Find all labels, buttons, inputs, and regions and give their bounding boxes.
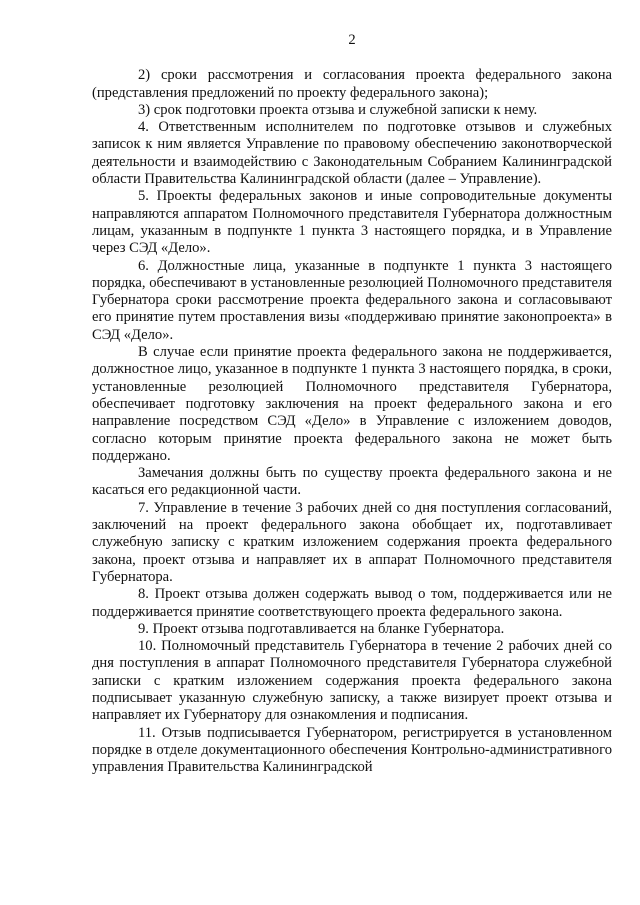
paragraph: 10. Полномочный представитель Губернатора в течение 2 рабочих дней со дня поступления в аппарат Полномочного представителя Губернатора служебной записки с кратким изложением содержания проекта федерального закона подписывает указанную служебную записку, а также визирует проект отзыва и направляет их Губернатору для ознакомления и подписания. — [92, 638, 612, 724]
paragraph: Замечания должны быть по существу проекта федерального закона и не касаться его редакционной части. — [92, 465, 612, 499]
paragraph: 3) срок подготовки проекта отзыва и служебной записки к нему. — [138, 101, 538, 118]
document-page — [92, 32, 612, 776]
paragraph: 7. Управление в течение 3 рабочих дней со дня поступления согласований, заключений на проект федерального закона обобщает их, подготавливает служебную записку с кратким изложением содержания проекта федерального закона, проект отзыва и направляет их в аппарат Полномочного представителя Губернатора. — [92, 499, 612, 585]
page-number: 2 — [348, 32, 356, 48]
paragraph: В случае если принятие проекта федерального закона не поддерживается, должностное лицо, указанное в подпункте 1 пункта 3 настоящего порядка, в сроки, установленные резолюцией Полномочного представителя Губернатора, обеспечивает подготовку заключения на проект федерального закона и его направление посредством СЭД «Дело» в Управление с изложением доводов, согласно которым принятие проекта федерального закона не может быть поддержано. — [92, 344, 612, 464]
paragraph: 4. Ответственным исполнителем по подготовке отзывов и служебных записок к ним является Управление по правовому обеспечению законотворческой деятельности и взаимодействию с Законодательным Собранием Калининградской области Правительства Калининградской области (далее – Управление). — [92, 119, 612, 188]
paragraph: 6. Должностные лица, указанные в подпункте 1 пункта 3 настоящего порядка, обеспечивают в установленные резолюцией Полномочного представителя Губернатора сроки рассмотрение проекта федерального закона и согласовывают его принятие путем проставления визы «поддерживаю принятие законопроекта» в СЭД «Дело». — [92, 257, 612, 343]
paragraph: 11. Отзыв подписывается Губернатором, регистрируется в установленном порядке в отделе документационного обеспечения Контрольно-административного управления Правительства Калининградской — [92, 724, 612, 776]
paragraph: 5. Проекты федеральных законов и иные сопроводительные документы направляются аппаратом Полномочного представителя Губернатора должностным лицам, указанным в подпункте 1 пункта 3 настоящего порядка, и в Управление через СЭД «Дело». — [92, 188, 612, 257]
paragraph: 9. Проект отзыва подготавливается на бланке Губернатора. — [138, 620, 505, 637]
paragraph: 2) сроки рассмотрения и согласования проекта федерального закона (представления предложений по проекту федерального закона); — [92, 67, 612, 101]
paragraph: 8. Проект отзыва должен содержать вывод о том, поддерживается или не поддерживается принятие соответствующего проекта федерального закона. — [92, 586, 612, 620]
